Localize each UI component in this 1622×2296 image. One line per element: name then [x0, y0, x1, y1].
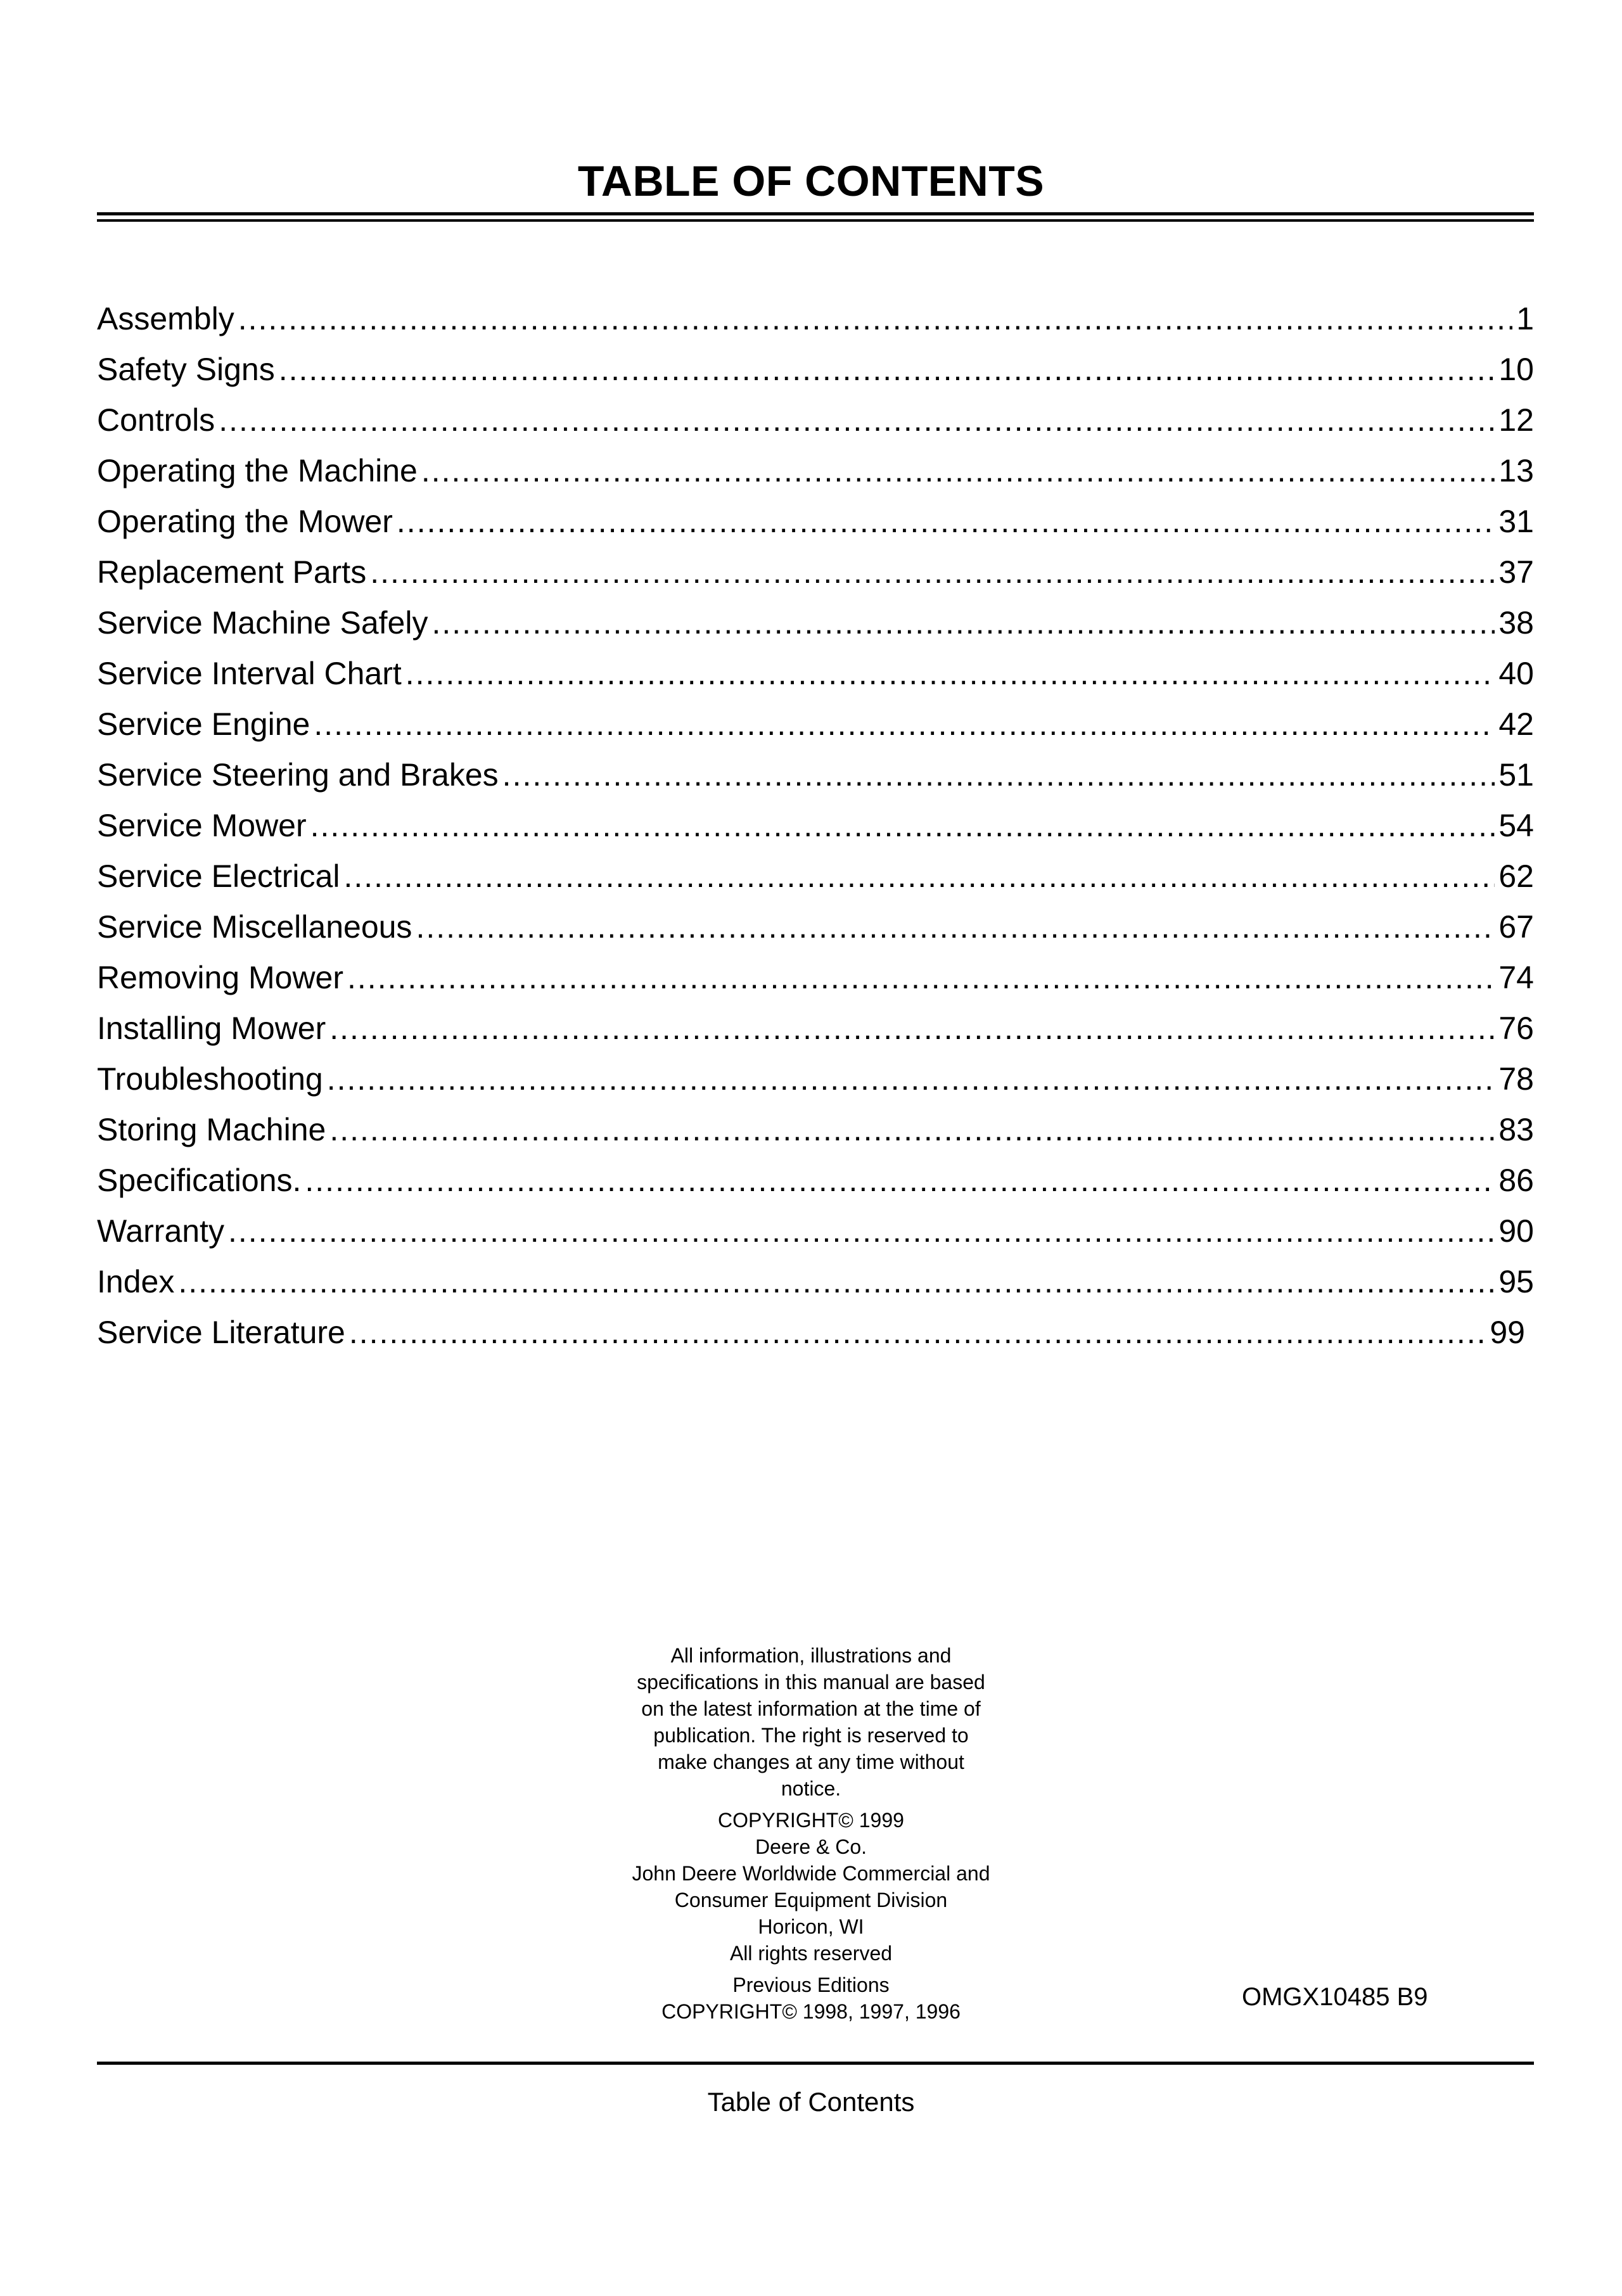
- toc-entry-label: Removing Mower: [97, 960, 344, 995]
- disclaimer-line: publication. The right is reserved to: [653, 1724, 969, 1747]
- toc-entry-assembly[interactable]: [97, 293, 1534, 344]
- toc-entry-label: Service Steering and Brakes: [97, 757, 499, 793]
- dot-leader: [279, 344, 1495, 395]
- toc-entry-label: Warranty: [97, 1213, 224, 1249]
- toc-entry-operating-the-machine[interactable]: [97, 445, 1534, 496]
- dot-leader: [329, 1003, 1495, 1054]
- toc-entry-label: Service Electrical: [97, 858, 340, 894]
- previous-editions-label: Previous Editions: [732, 1974, 890, 1996]
- division-line: Consumer Equipment Division: [674, 1889, 948, 1911]
- dot-leader: [219, 395, 1495, 445]
- copyright-line: COPYRIGHT© 1999: [718, 1809, 904, 1832]
- toc-entry-page: 40: [1498, 656, 1534, 691]
- disclaimer-text: [615, 1642, 1007, 1802]
- toc-entry-label: Storing Machine: [97, 1112, 326, 1147]
- toc-entry-label: Operating the Machine: [97, 453, 418, 488]
- toc-entry-page: 42: [1498, 706, 1534, 742]
- toc-entry-index[interactable]: [97, 1256, 1534, 1307]
- toc-entry-label: Installing Mower: [97, 1011, 326, 1046]
- toc-entry-removing-mower[interactable]: [97, 952, 1534, 1003]
- previous-editions-group: [615, 1972, 1007, 2025]
- toc-entry-page: 62: [1498, 858, 1534, 894]
- dot-leader: [329, 1104, 1495, 1155]
- toc-entry-label: Assembly: [97, 301, 234, 336]
- dot-leader: [421, 445, 1495, 496]
- dot-leader: [397, 496, 1495, 547]
- disclaimer-line: All information, illustrations and: [670, 1644, 952, 1667]
- toc-entry-safety-signs[interactable]: [97, 344, 1534, 395]
- dot-leader: [327, 1054, 1495, 1104]
- toc-entry-label: Troubleshooting: [97, 1061, 323, 1097]
- toc-entry-label: Index: [97, 1264, 175, 1299]
- previous-copyright: COPYRIGHT© 1998, 1997, 1996: [661, 2000, 961, 2023]
- toc-entry-service-steering-and-brakes[interactable]: [97, 749, 1534, 800]
- toc-entry-service-mower[interactable]: [97, 800, 1534, 851]
- toc-entry-page: 12: [1498, 402, 1534, 438]
- disclaimer-line: specifications in this manual are based: [637, 1671, 985, 1693]
- copyright-notice: [615, 1642, 1007, 2025]
- toc-entry-page: 10: [1498, 352, 1534, 387]
- toc-entry-page: 54: [1498, 808, 1534, 843]
- toc-entry-page: 86: [1498, 1163, 1534, 1198]
- footer-label: Table of Contents: [707, 2087, 915, 2117]
- toc-entry-page: 67: [1498, 909, 1534, 945]
- toc-entry-service-interval-chart[interactable]: [97, 648, 1534, 699]
- toc-entry-controls[interactable]: [97, 395, 1534, 445]
- dot-leader: [228, 1206, 1495, 1256]
- dot-leader: [178, 1256, 1495, 1307]
- division-line: John Deere Worldwide Commercial and: [632, 1862, 990, 1885]
- dot-leader: [343, 851, 1495, 902]
- toc-entry-page: 13: [1498, 453, 1534, 488]
- toc-entry-storing-machine[interactable]: [97, 1104, 1534, 1155]
- toc-entry-replacement-parts[interactable]: [97, 547, 1534, 597]
- toc-entry-label: Service Interval Chart: [97, 656, 402, 691]
- disclaimer-line: on the latest information at the time of: [641, 1697, 981, 1720]
- toc-entry-label: Replacement Parts: [97, 554, 367, 590]
- page-title: TABLE OF CONTENTS: [577, 157, 1045, 205]
- toc-entry-page: 37: [1498, 554, 1534, 590]
- dot-leader: [370, 547, 1495, 597]
- title-double-rule: [97, 212, 1534, 222]
- disclaimer-line: make changes at any time without: [658, 1751, 964, 1773]
- dot-leader: [416, 902, 1495, 952]
- toc-entry-operating-the-mower[interactable]: [97, 496, 1534, 547]
- toc-entry-page: 99: [1490, 1315, 1525, 1350]
- toc-entry-page: 74: [1498, 960, 1534, 995]
- dot-leader: [349, 1307, 1486, 1358]
- toc-entry-label: Controls: [97, 402, 215, 438]
- toc-entry-label: Service Miscellaneous: [97, 909, 412, 945]
- dot-leader: [305, 1155, 1495, 1206]
- toc-entry-page: 76: [1498, 1011, 1534, 1046]
- toc-entry-service-miscellaneous[interactable]: [97, 902, 1534, 952]
- toc-entry-service-engine[interactable]: [97, 699, 1534, 749]
- dot-leader: [347, 952, 1495, 1003]
- toc-entry-label: Service Machine Safely: [97, 605, 428, 641]
- dot-leader: [406, 648, 1495, 699]
- dot-leader: [314, 699, 1495, 749]
- toc-entry-service-machine-safely[interactable]: [97, 597, 1534, 648]
- toc-entry-label: Specifications.: [97, 1163, 302, 1198]
- toc-entry-page: 31: [1498, 504, 1534, 539]
- rights-reserved: All rights reserved: [729, 1942, 893, 1965]
- toc-list: [97, 293, 1534, 1358]
- toc-entry-installing-mower[interactable]: [97, 1003, 1534, 1054]
- toc-entry-specifications[interactable]: [97, 1155, 1534, 1206]
- copyright-group: [615, 1807, 1007, 1967]
- dot-leader: [238, 293, 1512, 344]
- location: Horicon, WI: [758, 1915, 864, 1938]
- toc-entry-page: 51: [1498, 757, 1534, 793]
- company-name: Deere & Co.: [755, 1835, 867, 1858]
- dot-leader: [502, 749, 1495, 800]
- disclaimer-line: notice.: [781, 1777, 841, 1800]
- toc-entry-service-electrical[interactable]: [97, 851, 1534, 902]
- toc-entry-service-literature[interactable]: [97, 1307, 1534, 1358]
- toc-entry-page: 1: [1516, 301, 1534, 336]
- toc-entry-page: 90: [1498, 1213, 1534, 1249]
- toc-entry-warranty[interactable]: [97, 1206, 1534, 1256]
- toc-entry-label: Service Mower: [97, 808, 307, 843]
- form-number: OMGX10485 B9: [1242, 1983, 1428, 2011]
- dot-leader: [310, 800, 1495, 851]
- toc-entry-page: 38: [1498, 605, 1534, 641]
- toc-entry-label: Service Literature: [97, 1315, 345, 1350]
- toc-entry-troubleshooting[interactable]: [97, 1054, 1534, 1104]
- toc-entry-page: 78: [1498, 1061, 1534, 1097]
- footer-rule: [97, 2062, 1534, 2065]
- dot-leader: [431, 597, 1495, 648]
- toc-entry-label: Safety Signs: [97, 352, 275, 387]
- toc-entry-label: Operating the Mower: [97, 504, 393, 539]
- toc-entry-page: 83: [1498, 1112, 1534, 1147]
- toc-entry-page: 95: [1498, 1264, 1534, 1299]
- toc-entry-label: Service Engine: [97, 706, 310, 742]
